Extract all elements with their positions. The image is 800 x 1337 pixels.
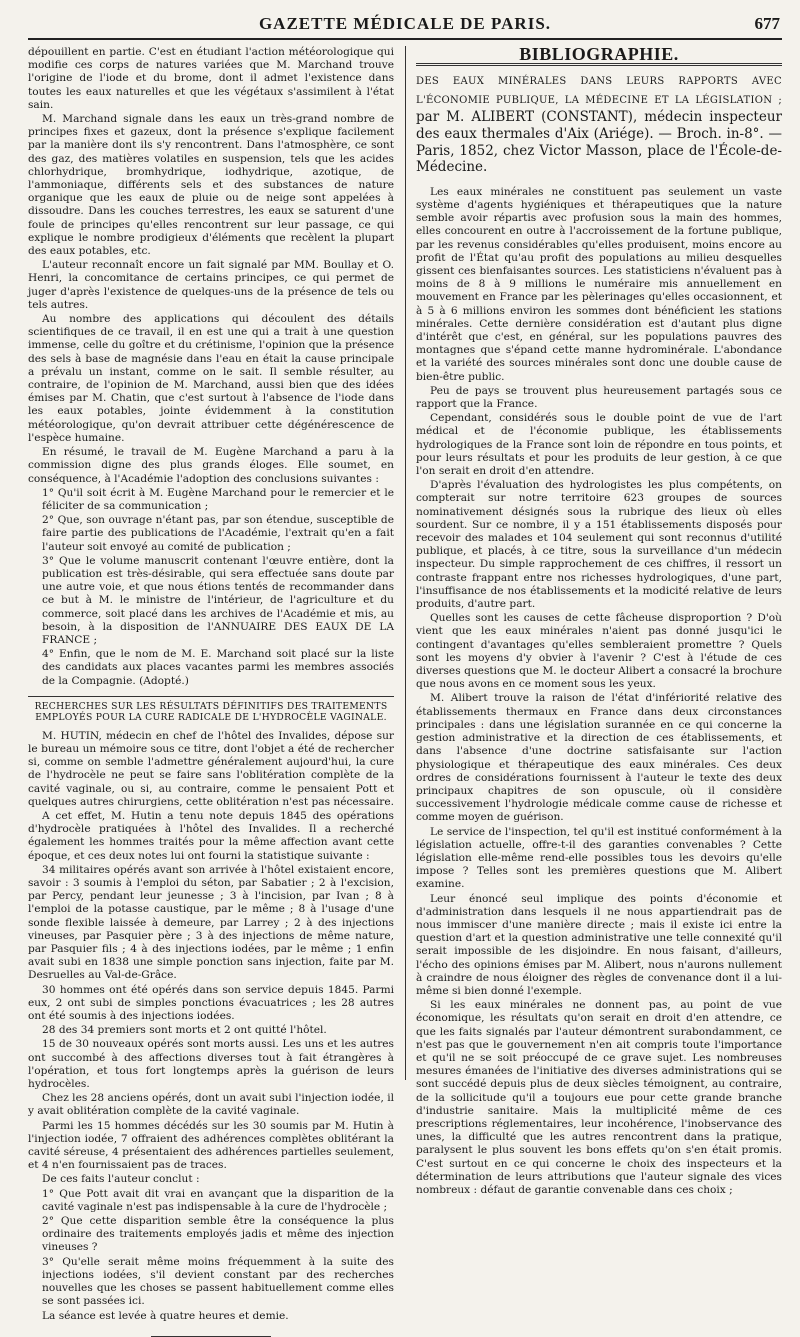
conclusion-item: 1° Que Pott avait dit vrai en avançant que la disparition de la cavité vaginale n'est pas indispensable à la cure de l'hydrocèle ; (42, 1187, 394, 1213)
paragraph: En résumé, le travail de M. Eugène Marchand a paru à la commission digne des plus grands éloges. Elle soumet, en conséquence, à l'Académie l'adoption des conclusions suivantes : (28, 446, 394, 485)
column-divider (405, 46, 406, 1080)
paragraph: Le service de l'inspection, tel qu'il est institué conformément à la législation actuelle, offre-t-il des garanties convenables ? Cette législation elle-même rend-elle possibles tous les devoirs qu'elle impose ? Telles sont les premières questions que M. Alibert examine. (416, 825, 782, 891)
paragraph: Au nombre des applications qui découlent des détails scientifiques de ce travail, il en est une qui a trait à une question immense, celle du goître et du crétinisme, l'opinion que la présence des sels à base de magnésie dans l'eau en était la cause principale a prévalu un instant, comme on le sait. Il semble résulter, au contraire, de l'opinion de M. Marchand, aussi bien que des idées émises par M. Chatin, que c'est surtout à l'absence de l'iode dans les eaux potables, jointe évidemment à la constitution météorologique, qu'on devrait attribuer cette dégénérescence de l'espèce humaine. (28, 313, 394, 444)
left-column (28, 46, 394, 1323)
paragraph: D'après l'évaluation des hydrologistes les plus compétents, on compterait sur notre territoire 623 groupes de sources nominativement désignés sous la rubrique des lieux où elles sourdent. Sur ce nombre, il y a 151 établissements disposés pour recevoir des malades et 104 seulement qui sont reconnus d'utilité publique, et placés, à ce titre, sous la surveillance d'un médecin inspecteur. Du simple rapprochement de ces chiffres, il ressort un contraste frappant entre nos richesses hydrologiques, d'une part, l'insuffisance de nos établissements et la modicité relative de leurs produits, d'autre part. (416, 479, 782, 611)
paragraph: De ces faits l'auteur conclut : (42, 1173, 200, 1186)
book-title-rest: par M. ALIBERT (CONSTANT), médecin inspecteur des eaux thermales d'Aix (Ariége). — Broch. in-8°. — Paris, 1852, chez Victor Masson, place de l'École-de-Médecine. (416, 109, 782, 176)
paragraph: 15 de 30 nouveaux opérés sont morts aussi. Les uns et les autres ont succombé à des affections diverses tout à fait étrangères à l'opération, et tous fort longtemps après la guérison de leurs hydrocèles. (28, 1038, 394, 1091)
book-title (416, 72, 782, 176)
paragraph: 30 hommes ont été opérés dans son service depuis 1845. Parmi eux, 2 ont subi de simples ponctions évacuatrices ; les 28 autres ont été soumis à des injections iodées. (28, 983, 394, 1023)
paragraph: Peu de pays se trouvent plus heureusement partagés sous ce rapport que la France. (416, 384, 782, 411)
bibliography-heading: BIBLIOGRAPHIE. (416, 48, 782, 66)
paragraph: 28 des 34 premiers sont morts et 2 ont quitté l'hôtel. (42, 1024, 327, 1037)
paragraph: Parmi les 15 hommes décédés sur les 30 soumis par M. Hutin à l'injection iodée, 7 offraient des adhérences complètes oblitérant la cavité séreuse, 4 présentaient des adhérences partielles seulement, et 4 n'en fournissaient pas de traces. (28, 1119, 394, 1172)
journal-title: GAZETTE MÉDICALE DE PARIS. (258, 14, 552, 33)
conclusion-item: 3° Que le volume manuscrit contenant l'œuvre entière, dont la publication est très-désirable, qui sera effectuée sans doute par une autre voie, et que nous étions tentés de recommander dans ce but à M. le ministre de l'intérieur, de l'agriculture et du commerce, soit placé dans les archives de l'Académie et mis, au besoin, à la disposition de l'ANNUAIRE DES EAUX DE LA FRANCE ; (42, 554, 394, 646)
paragraph: Cependant, considérés sous le double point de vue de l'art médical et de l'économie publique, les établissements hydrologiques de la France sont loin de répondre en tous points, et pour leurs résultats et pour les produits de leur gestion, à ce que l'on serait en droit d'en attendre. (416, 412, 782, 478)
page-number: 677 (754, 14, 780, 33)
page-header (28, 12, 782, 40)
paragraph: L'auteur reconnaît encore un fait signalé par MM. Boullay et O. Henri, la concomitance de certains principes, ce qui permet de juger d'après l'existence de quelques-uns de la présence de tels ou tels autres. (28, 259, 394, 311)
paragraph: M. Marchand signale dans les eaux un très-grand nombre de principes fixes et gazeux, dont la présence s'explique facilement par la manière dont ils s'y rencontrent. Dans l'atmosphère, ce sont des gaz, des matières volatiles en suspension, tels que les acides chlorhydrique, bromhydrique, iodhydrique, azotique, de l'ammoniaque, différents sels et des substances de nature organique que les eaux de pluie ou de neige sont appelées à dissoudre. Dans les couches terrestres, les eaux se saturent d'une foule de principes qu'elles rencontrent sur leur passage, ce qui explique le nombre prodigieux d'éléments que recèlent la plupart des eaux potables, etc. (28, 113, 394, 258)
paragraph: 34 militaires opérés avant son arrivée à l'hôtel existaient encore, savoir : 3 soumis à l'emploi du séton, par Sabatier ; 2 à l'excision, par Percy, pendant leur jeunesse ; 3 à l'incision, par Ivan ; 8 à l'emploi de la potasse caustique, par le même ; 8 à l'usage d'une sonde flexible laissée à demeure, par Larrey ; 2 à des injections vineuses, par Pasquier père ; 3 à des injections de même nature, par Pasquier fils ; 4 à des injections iodées, par le même ; 1 enfin avait subi en 1838 une simple ponction sans injection, faite par M. Desruelles au Val-de-Grâce. (28, 863, 394, 982)
newspaper-page (28, 12, 782, 1323)
paragraph: dépouillent en partie. C'est en étudiant l'action météorologique qui modifie ces corps de natures variées que M. Marchand trouve l'origine de l'iode et du brome, dont il admet l'existence dans toutes les eaux naturelles et que les végétaux s'assimilent à l'état sain. (28, 46, 394, 111)
columns (28, 44, 782, 1323)
conclusion-item: 1° Qu'il soit écrit à M. Eugène Marchand pour le remercier et le féliciter de sa communication ; (42, 486, 394, 512)
paragraph: Leur énoncé seul implique des points d'économie et d'administration dans lesquels il ne nous appartiendrait pas de nous immiscer d'une manière directe ; mais il existe ici entre la question d'art et la question administrative une telle connexité qu'il serait impossible de les disjoindre. En nous faisant, d'ailleurs, l'écho des opinions émises par M. Alibert, nous n'aurons nullement à craindre de nous éloigner des règles de convenance dont il a lui-même si bien donné l'exemple. (416, 892, 782, 997)
closing-line: La séance est levée à quatre heures et demie. (42, 1310, 289, 1323)
paragraph: Les eaux minérales ne constituent pas seulement un vaste système d'agents hygiéniques et thérapeutiques que la nature semble avoir répartis avec profusion sous la main des hommes, elles concourent en outre à l'accroissement de la fortune publique, par les revenus considérables qu'elles produisent, moins encore au profit de l'État qu'au profit des populations au milieu desquelles gissent ces bienfaisantes sources. Les statisticiens n'évaluent pas à moins de 8 à 9 millions le numéraire mis annuellement en mouvement en France par les pèlerinages qu'elles occasionnent, et à 5 à 6 millions environ les sommes dont bénéficient les stations minérales. Cette dernière considération est d'autant plus digne d'intérêt que c'est, en général, sur les populations pauvres des montagnes que s'épand cette manne hydrominérale. L'abondance et la variété des sources minérales sont donc une double cause de bien-être public. (416, 185, 782, 383)
conclusion-item: 3° Qu'elle serait même moins fréquemment à la suite des injections iodées, s'il devient constant par des recherches nouvelles que les choses se passent habituellement comme elles se sont passées ici. (42, 1255, 394, 1308)
right-column (416, 44, 782, 1196)
conclusion-item: 2° Que cette disparition semble être la conséquence la plus ordinaire des traitements employés jadis et même des injection vineuses ? (42, 1215, 394, 1254)
paragraph: Quelles sont les causes de cette fâcheuse disproportion ? D'où vient que les eaux minérales n'aient pas donné jusqu'ici le contingent d'avantages qu'elles sembleraient promettre ? Quels sont les moyens d'y obvier à l'avenir ? C'est à l'étude de ces diverses questions que M. le docteur Alibert a consacré la brochure que nous avons en ce moment sous les yeux. (416, 612, 782, 691)
conclusion-item: 4° Enfin, que le nom de M. E. Marchand soit placé sur la liste des candidats aux places vacantes parmi les membres associés de la Compagnie. (Adopté.) (42, 648, 394, 687)
book-title-caps: DES EAUX MINÉRALES DANS LEURS RAPPORTS AVEC L'ÉCONOMIE PUBLIQUE, LA MÉDECINE ET LA LÉGISLATION ; (416, 76, 782, 106)
paragraph: M. HUTIN, médecin en chef de l'hôtel des Invalides, dépose sur le bureau un mémoire sous ce titre, dont l'objet a été de rechercher si, comme on semble l'admettre généralement aujourd'hui, la cure de l'hydrocèle ne peut se faire sans l'oblitération complète de la cavité vaginale, ou si, au contraire, comme le pensaient Pott et quelques autres chirurgiens, cette oblitération n'est pas nécessaire. (28, 729, 394, 808)
section-heading: RECHERCHES SUR LES RÉSULTATS DÉFINITIFS DES TRAITEMENTS EMPLOYÉS POUR LA CURE RADICALE DE L'HYDROCÈLE VAGINALE. (28, 696, 394, 724)
paragraph: Si les eaux minérales ne donnent pas, au point de vue économique, les résultats qu'on serait en droit d'en attendre, ce que les faits signalés par l'auteur démontrent surabondamment, ce n'est pas que le gouvernement n'en ait compris toute l'importance et qu'il ne se soit préoccupé de ce grave sujet. Les nombreuses mesures émanées de l'initiative des diverses administrations qui se sont succédé depuis plus de deux siècles témoignent, au contraire, de la sollicitude qu'il a toujours eue pour cette grande branche d'industrie sanitaire. Mais la multiplicité même de ces prescriptions réglementaires, leur incohérence, l'inobservance des unes, la difficulté que les autres rencontrent dans la pratique, paralysent le plus souvent les bons effets qu'on s'en était promis. C'est surtout en ce qui concerne le choix des inspecteurs et la détermination de leurs attributions que l'auteur signale des vices nombreux : défaut de garantie convenable dans ces choix ; (416, 999, 782, 1196)
conclusion-item: 2° Que, son ouvrage n'étant pas, par son étendue, susceptible de faire partie des publications de l'Académie, l'extrait qu'en a fait l'auteur soit envoyé au comité de publication ; (42, 514, 394, 553)
paragraph: Chez les 28 anciens opérés, dont un avait subi l'injection iodée, il y avait oblitération complète de la cavité vaginale. (28, 1092, 394, 1118)
paragraph: A cet effet, M. Hutin a tenu note depuis 1845 des opérations d'hydrocèle pratiquées à l'hôtel des Invalides. Il a recherché également les hommes traités pour la même affection avant cette époque, et ces deux notes lui ont fourni la statistique suivante : (28, 809, 394, 862)
paragraph: M. Alibert trouve la raison de l'état d'infériorité relative des établissements thermaux en France dans deux circonstances principales : dans une législation surannée en ce qui concerne la gestion administrative et la direction de ces établissements, et dans l'absence d'une doctrine satisfaisante sur l'action physiologique et thérapeutique des eaux minérales. Ces deux ordres de considérations fournissent à l'auteur le texte des deux principaux chapitres de son opuscule, où il considère successivement l'hydrologie médicale comme cause de richesse et comme moyen de guérison. (416, 692, 782, 824)
